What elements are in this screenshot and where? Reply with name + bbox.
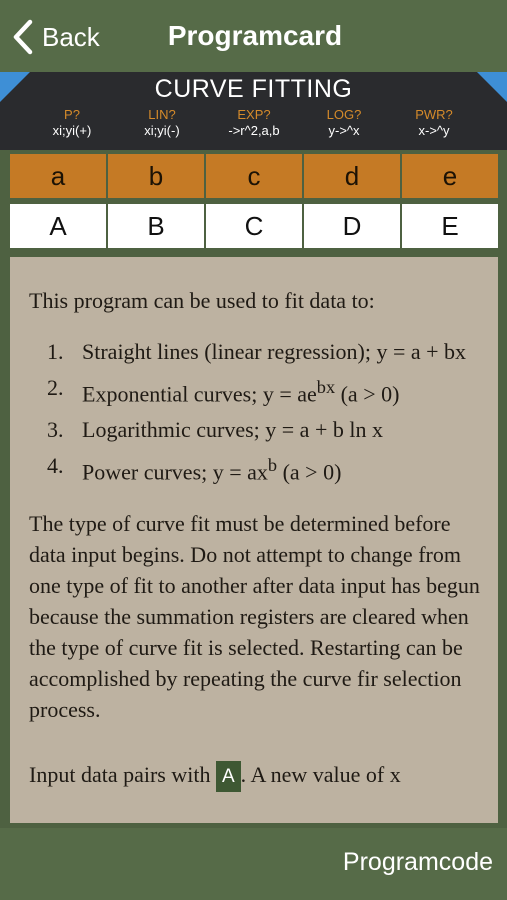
instruction-paragraph: The type of curve fit must be determined before data input begins. Do not attempt to change from one type of fit to another after data input has begun because the summation registers are cleared when the type of curve fit is selected. Restarting can be accomplished by repeating the curve fir selection process. [29,510,480,722]
key-c-lower[interactable]: c [206,154,302,198]
list-number: 2. [47,375,64,400]
list-text-suffix: (a > 0) [277,459,342,485]
key-b-lower[interactable]: b [108,154,204,198]
program-card-strip [0,72,507,150]
function-label-p [22,107,122,139]
input-text: Input data pairs with [29,761,216,787]
list-number: 3. [47,417,64,443]
intro-paragraph: This program can be used to fit data to: [29,288,375,313]
function-label-pwr [384,107,484,139]
key-d-upper[interactable]: D [304,204,400,248]
list-item [29,414,482,445]
list-text: Logarithmic curves; y = a + b ln x [82,417,383,443]
card-corner-accent [0,72,30,102]
uppercase-key-row [10,204,498,248]
page-title: Programcard [167,20,343,51]
curve-type-list [29,336,482,488]
function-shift-label: LOG? [326,107,362,122]
function-shift-label: P? [64,107,80,122]
key-c-upper[interactable]: C [206,204,302,248]
list-text: Straight lines (linear regression); y = a + bx [82,339,467,364]
list-item [29,336,482,367]
function-label-exp [204,107,304,139]
exponent: b [267,455,278,476]
function-label-lin [112,107,212,139]
exponent: bx [316,377,336,397]
function-shift-label: PWR? [415,107,453,122]
program-description[interactable] [10,257,498,823]
key-a-lower[interactable]: a [10,154,106,198]
key-b-upper[interactable]: B [108,204,204,248]
back-label: Back [42,21,100,52]
function-main-label: x->^y [418,123,450,138]
programcode-button[interactable]: Programcode [342,848,493,876]
list-text: Power curves; y = ax [82,459,268,485]
list-number: 1. [47,339,64,364]
chevron-left-icon [12,19,34,55]
function-main-label: ->r^2,a,b [228,123,280,138]
list-number: 4. [47,453,64,479]
back-button[interactable] [12,18,100,56]
card-title: CURVE FITTING [154,75,353,103]
input-paragraph [29,759,482,792]
list-item [29,372,482,409]
list-text: Exponential curves; y = ae [82,381,317,407]
function-main-label: xi;yi(-) [144,123,180,138]
inline-key-a: A [216,761,241,792]
lowercase-key-row [10,154,498,198]
function-main-label: xi;yi(+) [52,123,92,138]
key-e-upper[interactable]: E [402,204,498,248]
function-main-label: y->^x [328,123,360,138]
nav-bar [0,0,507,72]
function-label-log [294,107,394,139]
input-text-suffix: . A new value of x [240,761,401,787]
key-e-lower[interactable]: e [402,154,498,198]
key-d-lower[interactable]: d [304,154,400,198]
function-shift-label: LIN? [148,107,176,122]
bottom-toolbar [0,828,507,900]
list-text-suffix: (a > 0) [335,381,400,407]
function-shift-label: EXP? [237,107,271,122]
key-a-upper[interactable]: A [10,204,106,248]
card-corner-accent [477,72,507,102]
list-item [29,450,482,487]
